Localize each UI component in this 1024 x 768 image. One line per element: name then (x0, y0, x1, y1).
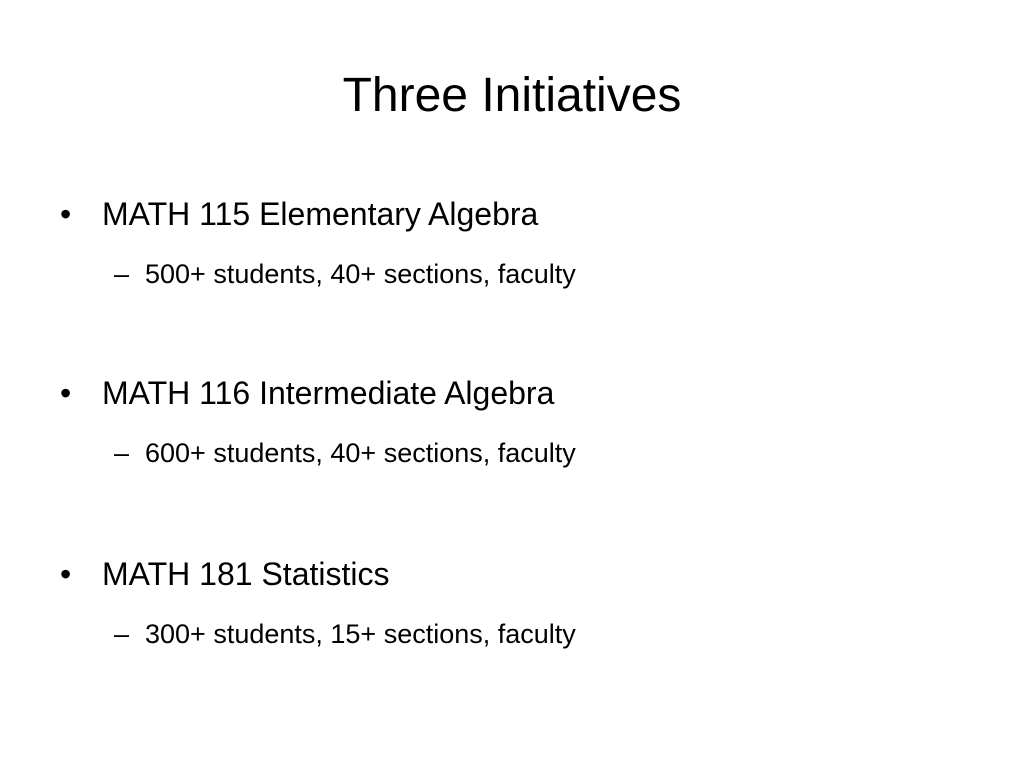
sub-bullet-item (0, 433, 1024, 473)
bullet-label: MATH 181 Statistics (102, 556, 390, 592)
bullet-item (0, 191, 1024, 237)
bullet-icon: • (60, 196, 72, 232)
dash-icon: – (114, 619, 130, 649)
sub-bullet-label: 600+ students, 40+ sections, faculty (145, 438, 576, 468)
dash-icon: – (114, 259, 130, 289)
sub-bullet-label: 500+ students, 40+ sections, faculty (145, 259, 576, 289)
dash-icon: – (114, 438, 130, 468)
bullet-item (0, 551, 1024, 597)
bullet-item (0, 370, 1024, 416)
bullet-label: MATH 115 Elementary Algebra (102, 196, 539, 232)
sub-bullet-item (0, 614, 1024, 654)
sub-bullet-label: 300+ students, 15+ sections, faculty (145, 619, 576, 649)
bullet-label: MATH 116 Intermediate Algebra (102, 375, 555, 411)
sub-bullet-item (0, 254, 1024, 294)
slide-title: Three Initiatives (342, 69, 682, 122)
bullet-icon: • (60, 375, 72, 411)
bullet-icon: • (60, 556, 72, 592)
